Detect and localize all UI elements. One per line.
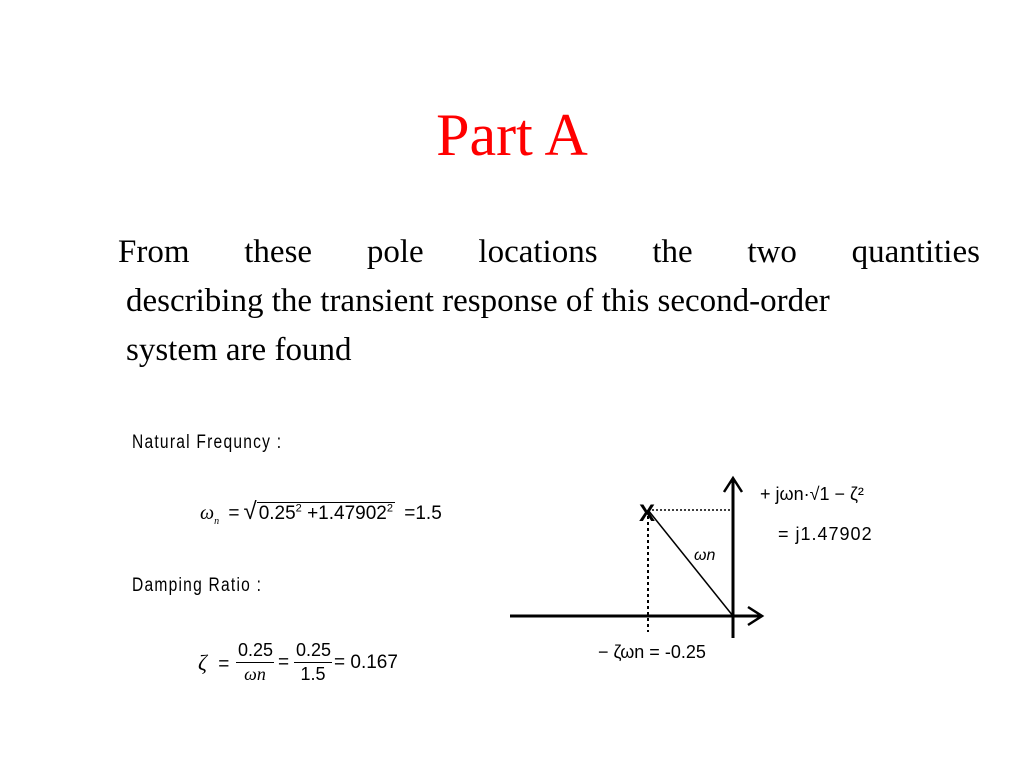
- word: locations: [478, 234, 598, 270]
- equals-sign: =: [228, 503, 240, 524]
- natural-frequency-label: Natural Frequncy :: [132, 432, 283, 453]
- real-part-label: − ζωn = -0.25: [598, 642, 706, 662]
- equals-sign: =: [218, 654, 230, 675]
- word: the: [652, 234, 693, 270]
- hypotenuse-label: ωn: [694, 547, 716, 564]
- word: From: [118, 234, 190, 270]
- result-wn: =1.5: [404, 503, 442, 524]
- omega-subscript: n: [214, 515, 220, 527]
- omega-symbol: ω: [200, 502, 215, 524]
- slide-title: Part A: [436, 102, 588, 168]
- fraction-2-denominator: 1.5: [300, 664, 326, 684]
- term-2: +1.47902: [307, 503, 387, 524]
- fraction-2-numerator: 0.25: [294, 640, 332, 663]
- sqrt-symbol: √: [243, 498, 257, 525]
- equals-sign-2: =: [278, 652, 290, 673]
- fraction-1-numerator: 0.25: [236, 640, 274, 663]
- hypotenuse-line: [648, 510, 733, 616]
- power-1: 2: [295, 502, 302, 515]
- word: these: [244, 234, 313, 270]
- result-zeta: = 0.167: [334, 652, 398, 673]
- imaginary-part-label: + jωn·√1 − ζ²: [760, 484, 864, 504]
- term-1: 0.25: [258, 503, 296, 524]
- pole-marker: X: [638, 500, 656, 527]
- imaginary-part-value: = j1.47902: [778, 524, 873, 544]
- damping-ratio-label: Damping Ratio :: [132, 575, 263, 596]
- paragraph-line-3: system are found: [126, 332, 352, 368]
- paragraph-line-2: describing the transient response of this second-order: [126, 283, 830, 319]
- word: pole: [366, 234, 424, 270]
- word: quantities: [851, 234, 980, 270]
- fraction-1-denominator: ωn: [244, 664, 266, 684]
- word: two: [747, 234, 797, 270]
- power-2: 2: [386, 502, 393, 515]
- zeta-symbol: ζ: [198, 650, 207, 675]
